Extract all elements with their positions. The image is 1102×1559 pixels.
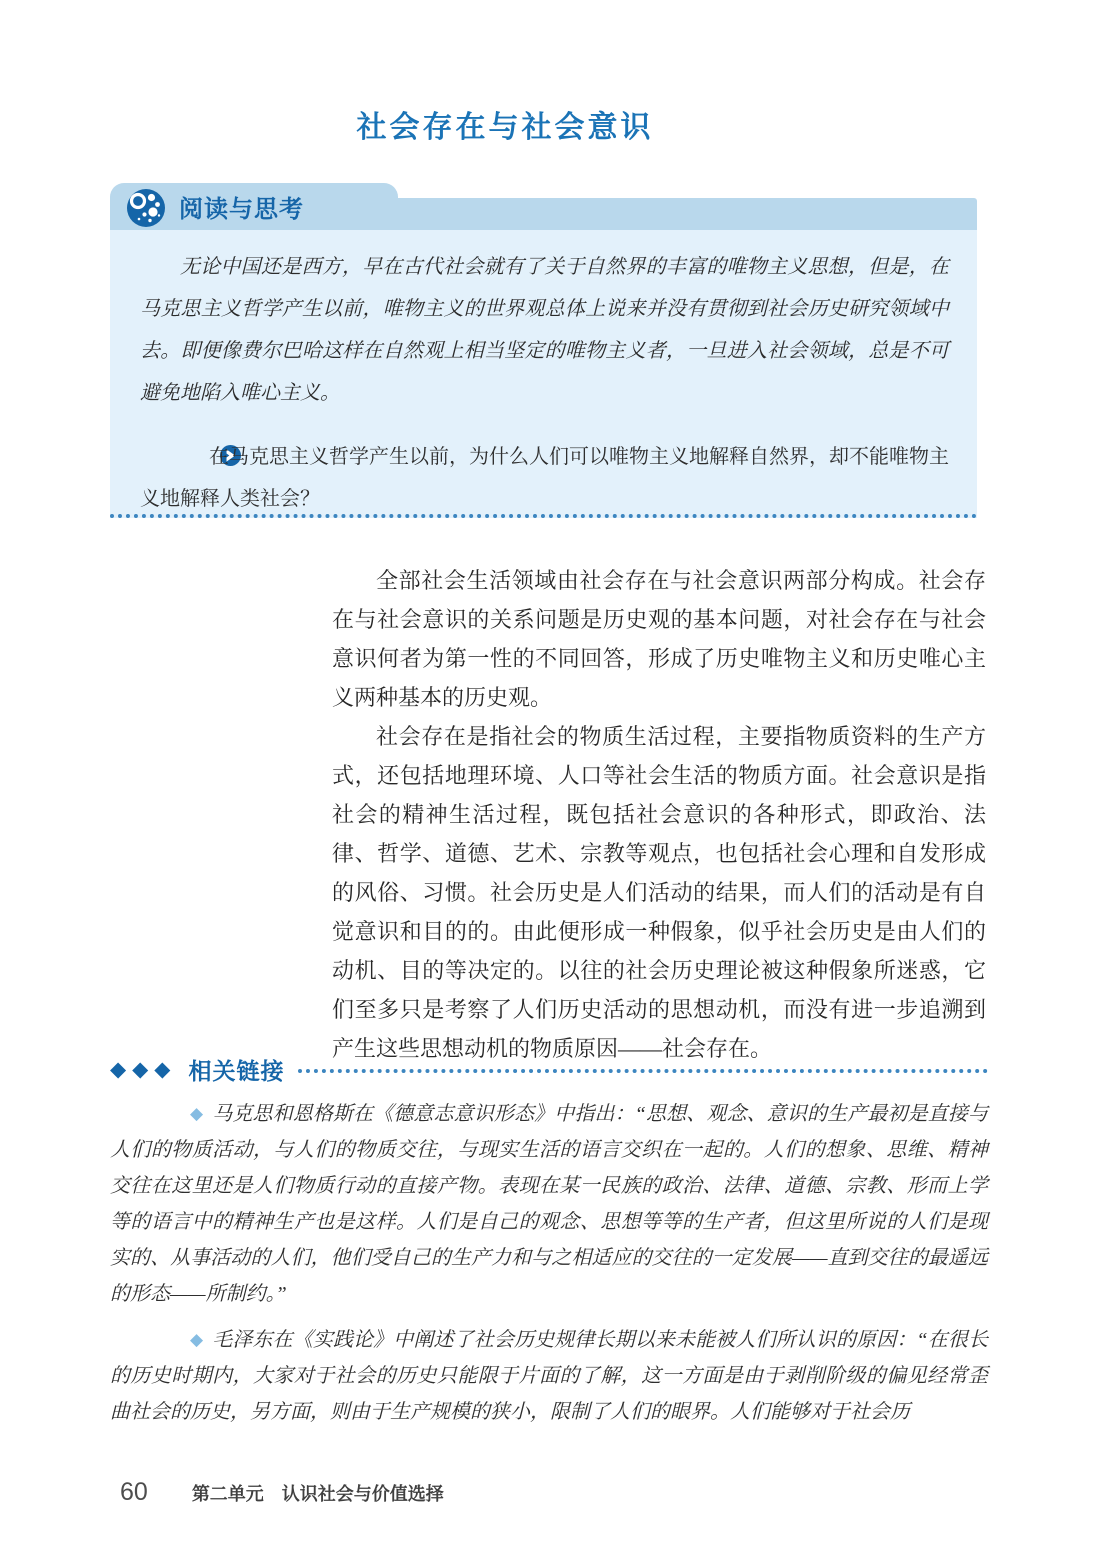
triple-diamond-icon: ◆◆◆ bbox=[110, 1056, 177, 1081]
question-text: 在马克思主义哲学产生以前，为什么人们可以唯物主义地解释自然界，却不能唯物主义地解释人类社会？ bbox=[140, 446, 949, 510]
reading-box-body bbox=[110, 230, 977, 518]
reading-box-tab bbox=[110, 183, 398, 230]
related-link-item-2 bbox=[110, 1322, 988, 1430]
related-link-item-1 bbox=[110, 1096, 988, 1312]
main-paragraph-2: 社会存在是指社会的物质生活过程，主要指物质资料的生产方式，还包括地理环境、人口等社会生活的物质方面。社会意识是指社会的精神生活过程，既包括社会意识的各种形式，即政治、法律、哲学、道德、艺术、宗教等观点，也包括社会心理和自发形成的风俗、习惯。社会历史是人们活动的结果，而人们的活动是有自觉意识和目的的。由此便形成一种假象，似乎社会历史是由人们的动机、目的等决定的。以往的社会历史理论被这种假象所迷惑，它们至多只是考察了人们历史活动的思想动机，而没有进一步追溯到产生这些思想动机的物质原因——社会存在。 bbox=[332, 724, 986, 1061]
related-link-text-2: 毛泽东在《实践论》中阐述了社会历史规律长期以来未能被人们所认识的原因：“在很长的历史时期内，大家对于社会的历史只能限于片面的了解，这一方面是由于剥削阶级的偏见经常歪曲社会的历史，另方面，则由于生产规模的狭小，限制了人们的眼界。人们能够对于社会历 bbox=[110, 1329, 988, 1423]
reading-think-box bbox=[110, 183, 977, 518]
page-title: 社会存在与社会意识 bbox=[356, 111, 654, 144]
page-number: 60 bbox=[120, 1478, 148, 1506]
dotted-divider bbox=[298, 1069, 988, 1073]
related-links-title: 相关链接 bbox=[188, 1057, 285, 1084]
main-paragraph-1: 全部社会生活领域由社会存在与社会意识两部分构成。社会存在与社会意识的关系问题是历史观的基本问题，对社会存在与社会意识何者为第一性的不同回答，形成了历史唯物主义和历史唯心主义两种基本的历史观。 bbox=[332, 568, 986, 710]
reading-box-question bbox=[140, 436, 949, 520]
diamond-bullet-icon: ◆ bbox=[190, 1104, 204, 1124]
arrow-circle-icon bbox=[180, 439, 201, 460]
unit-label: 第二单元 认识社会与价值选择 bbox=[191, 1484, 444, 1504]
reading-box-paragraph: 无论中国还是西方，早在古代社会就有了关于自然界的丰富的唯物主义思想，但是，在马克思主义哲学产生以前，唯物主义的世界观总体上说来并没有贯彻到社会历史研究领域中去。即便像费尔巴哈这样在自然观上相当坚定的唯物主义者，一旦进入社会领域，总是不可避免地陷入唯心主义。 bbox=[140, 256, 949, 404]
related-links-section bbox=[110, 1052, 988, 1430]
main-text-column bbox=[332, 561, 986, 1068]
reading-box-title: 阅读与思考 bbox=[179, 196, 304, 223]
page-footer bbox=[120, 1478, 444, 1507]
reading-bubbles-icon bbox=[126, 188, 166, 228]
related-link-text-1: 马克思和恩格斯在《德意志意识形态》中指出：“思想、观念、意识的生产最初是直接与人们的物质活动，与人们的物质交往，与现实生活的语言交织在一起的。人们的想象、思维、精神交往在这里还是人们物质行动的直接产物。表现在某一民族的政治、法律、道德、宗教、形而上学等的语言中的精神生产也是这样。人们是自己的观念、思想等等的生产者，但这里所说的人们是现实的、从事活动的人们，他们受自己的生产力和与之相适应的交往的一定发展——直到交往的最遥远的形态——所制约。” bbox=[110, 1103, 988, 1305]
related-links-header bbox=[110, 1052, 988, 1086]
diamond-bullet-icon: ◆ bbox=[190, 1330, 204, 1350]
